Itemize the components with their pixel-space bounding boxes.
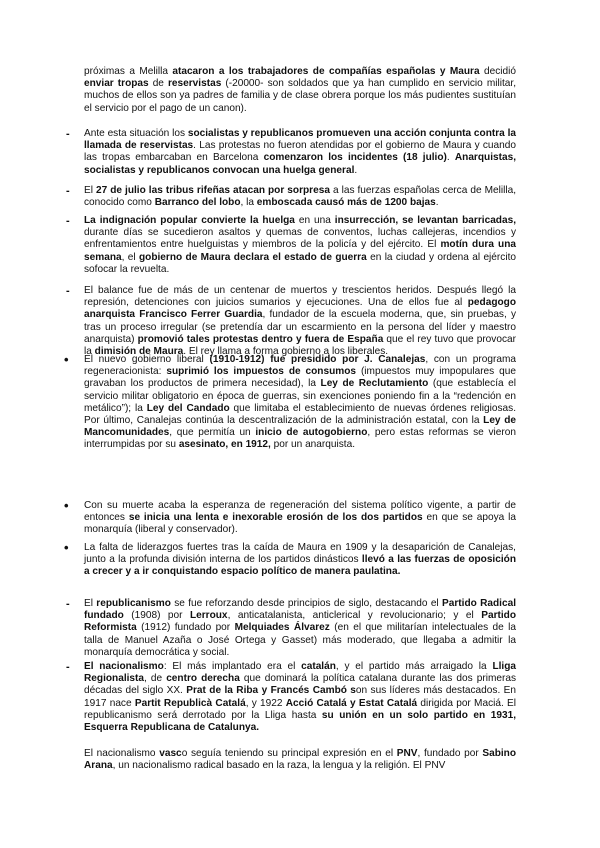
bold-text: asesinato, en 1912, [178, 439, 271, 451]
bold-text: Melquiades Álvarez [234, 622, 330, 634]
text-run: decidió [479, 66, 516, 77]
paragraph-basque-nationalism [84, 748, 516, 772]
text-run: de [148, 78, 168, 90]
text-run: : El más implantado era el [163, 661, 302, 672]
text-run: (-20000- son soldados que ya han cumplido en servicio militar, muchos de ellos son ya padres de familia y de clase obrera porque los más pudientes sustituían el servicio por el pago de un canon). [84, 78, 516, 114]
text-run: Con su muerte acaba la esperanza de regeneración del sistema político vigente, a partir de entonces [84, 500, 516, 524]
bold-text: Lerroux [189, 610, 228, 622]
text-run: , fundador de la escuela moderna, que, sin pruebas, y tras un proceso irregular (se pretendía dar un escarmiento en la persona del líder y maestro anarquista) [84, 309, 516, 345]
text-run: La falta de liderazgos fuertes tras la caída de Maura en 1909 y la desaparición de Canalejas, junto a la profunda división interna de los partidos dinásticos [84, 542, 516, 566]
bold-text: Partido Radical fundado [84, 598, 516, 622]
text-run: que dominará la política catalana durante las dos primeras décadas del siglo XX. [84, 673, 517, 697]
text-run: , que permitía un [169, 427, 256, 439]
list-marker-dash: - [66, 661, 70, 673]
text-run: , con un programa regeneracionista: [84, 354, 516, 378]
bold-text: Lliga Regionalista [84, 661, 516, 685]
text-run: próximas a Melilla [84, 66, 173, 77]
text-run: (que establecía el servicio militar obligatorio en época de guerras, sin exenciones poniendo fin a la “redención en metálico”); la [84, 378, 516, 414]
bold-text: vasc [159, 748, 182, 759]
text-run: en una [294, 215, 335, 226]
bold-text: Sabino Arana [84, 748, 517, 772]
bold-text: suprimió los impuestos de consumos [166, 366, 357, 378]
text-run: durante días se sucedieron asaltos y quemas de conventos, luchas callejeras, incendios y enfrentamientos entre huelguistas y miembros de la policía y del ejército. El [84, 227, 516, 251]
text-run: El [84, 598, 97, 609]
bold-text: promovió tales protestas dentro y fuera de España [137, 333, 384, 345]
text-run: El [84, 185, 96, 196]
text-run: El nuevo gobierno liberal [84, 354, 210, 365]
list-marker-bullet: • [64, 498, 69, 513]
text-run: en que se apoya la monarquía (liberal y conservador). [84, 512, 516, 536]
text-run: (impuestos muy impopulares que gravaban los productos de primera necesidad), la [84, 366, 516, 390]
paragraph-barranco-del-lobo [84, 185, 516, 209]
text-run: , un nacionalismo radical basado en la raza, la lengua y la religión. El PNV [112, 760, 446, 772]
text-run: Ante esta situación los [84, 128, 188, 139]
bold-text: La indignación popular convierte la huelga [84, 215, 295, 226]
paragraph-catalan-nationalism [84, 661, 516, 734]
bold-text: Partit Republicà Catalá [134, 697, 246, 709]
bold-text: comenzaron los incidentes (18 julio) [263, 152, 447, 164]
list-marker-bullet: • [64, 540, 69, 555]
text-run: , anticatalanista, anticlerical y revolucionario; y el [227, 610, 482, 622]
text-run: on sus líderes más destacados. En 1917 nace [84, 685, 516, 709]
paragraph-opposition-growth [84, 542, 516, 579]
bold-text: centro derecha [166, 673, 240, 685]
list-marker-dash: - [66, 215, 70, 227]
paragraph-insurrection [84, 215, 516, 276]
paragraph-erosion-of-parties [84, 500, 516, 537]
text-run: que el rey tuvo que provocar la [84, 333, 516, 358]
bold-text: insurrección, se levantan barricadas, [334, 215, 517, 226]
bold-text: Acció Catalá y Estat Catalá [285, 697, 418, 709]
text-run: por un anarquista. [270, 439, 356, 451]
bold-text: Ley del Candado [146, 402, 230, 414]
bold-text: catalán [301, 661, 336, 672]
bold-text: su unión en un solo partido en 1931, Esquerra Republicana de Catalunya. [84, 709, 516, 734]
text-run: o seguía teniendo su principal expresión en el [181, 748, 397, 759]
bold-text: Anarquistas, socialistas y republicanos convocan una huelga general [84, 152, 516, 176]
text-run: . [435, 197, 439, 209]
paragraph-protests [84, 128, 516, 177]
bold-text: dimisión de Maura [94, 346, 184, 358]
bold-text: El nacionalismo [84, 661, 164, 672]
text-run: se fue reforzando desde principios de siglo, destacando el [170, 598, 442, 609]
paragraph-republicanism [84, 598, 516, 659]
text-run: . Las protestas no fueron atendidas por el gobierno de Maura y cuando las tropas embarcaban en Barcelona [84, 140, 516, 164]
bold-text: pedagogo anarquista Francisco Ferrer Guardia [84, 297, 516, 321]
text-run: , fundado por [417, 748, 483, 759]
text-run: , el [121, 251, 139, 263]
paragraph-repression [84, 285, 516, 358]
text-run: . El rey llama a forma gobierno a los liberales. [183, 346, 389, 358]
text-run: que limitaba el establecimiento de nuevas órdenes religiosas. Por último, Canalejas continúa la descentralización de la administración estatal, con la [84, 402, 517, 427]
list-marker-bullet: • [64, 352, 69, 367]
bold-text: Barranco del lobo [154, 197, 241, 209]
list-marker-dash: - [66, 185, 70, 197]
text-run: , y 1922 [245, 697, 286, 709]
bold-text: Partido Reformista [84, 610, 516, 634]
bold-text: Ley de Reclutamiento [320, 378, 429, 390]
bold-text: Prat de la Riba y Francés Cambó s [186, 685, 356, 697]
text-run: , de [144, 673, 167, 685]
text-run: . [446, 152, 455, 164]
list-marker-dash: - [66, 598, 70, 610]
text-run: (1908) por [123, 610, 190, 622]
text-run: en la ciudad y ordena al ejército sofocar la revuelta. [84, 251, 516, 275]
bold-text: llevó a las fuerzas de oposición a crecer y a ir conquistando espacio político de manera paulatina. [84, 554, 516, 578]
bold-text: Ley de Mancomunidades [84, 415, 516, 439]
bold-text: gobierno de Maura declara el estado de guerra [139, 251, 367, 263]
text-run: dirigida por Maciá. El republicanismo será derrotado por la Lliga hasta [84, 697, 516, 721]
text-run: . [354, 164, 358, 176]
text-run: , y el partido más arraigado la [335, 661, 493, 672]
list-marker-dash: - [66, 285, 70, 297]
paragraph-continuation [84, 66, 516, 115]
text-run: (1912) fundado por [136, 622, 235, 634]
paragraph-canalejas-government [84, 354, 516, 452]
bold-text: emboscada causó más de 1200 bajas [256, 197, 436, 209]
bold-text: atacaron a los trabajadores de compañías españolas y Maura [172, 66, 480, 77]
bold-text: motín dura una semana [84, 239, 516, 263]
bold-text: republicanismo [96, 598, 171, 609]
bold-text: reservistas [167, 78, 222, 90]
text-run: El nacionalismo [84, 748, 160, 759]
bold-text: socialistas y republicanos promueven una acción conjunta contra la llamada de reservistas [84, 128, 516, 152]
bold-text: se inicia una lenta e inexorable erosión de los dos partidos [128, 512, 423, 524]
bold-text: (1910-1912) fue presidido por J. Canalejas [209, 354, 426, 365]
text-run: (en el que militarían intelectuales de la talla de Manuel Azaña o José Ortega y Gasset) más moderado, que llegaba a admitir la monarquía democrática y social. [84, 622, 517, 658]
text-run: El balance fue de más de un centenar de muertos y trescientos heridos. Después llegó la represión, detenciones con juicios sumarios y ejecuciones. Una de ellos fue al [84, 285, 516, 309]
text-run: a las fuerzas españolas cerca de Melilla, conocido como [84, 185, 516, 209]
text-run: , pero estas reformas se vieron interrumpidas por su [84, 427, 516, 451]
bold-text: enviar tropas [84, 78, 149, 90]
text-run: , la [240, 197, 257, 209]
bold-text: inicio de autogobierno [255, 427, 368, 439]
bold-text: PNV [396, 748, 418, 759]
list-marker-dash: - [66, 128, 70, 140]
bold-text: 27 de julio las tribus rifeñas atacan por sorpresa [96, 185, 330, 196]
